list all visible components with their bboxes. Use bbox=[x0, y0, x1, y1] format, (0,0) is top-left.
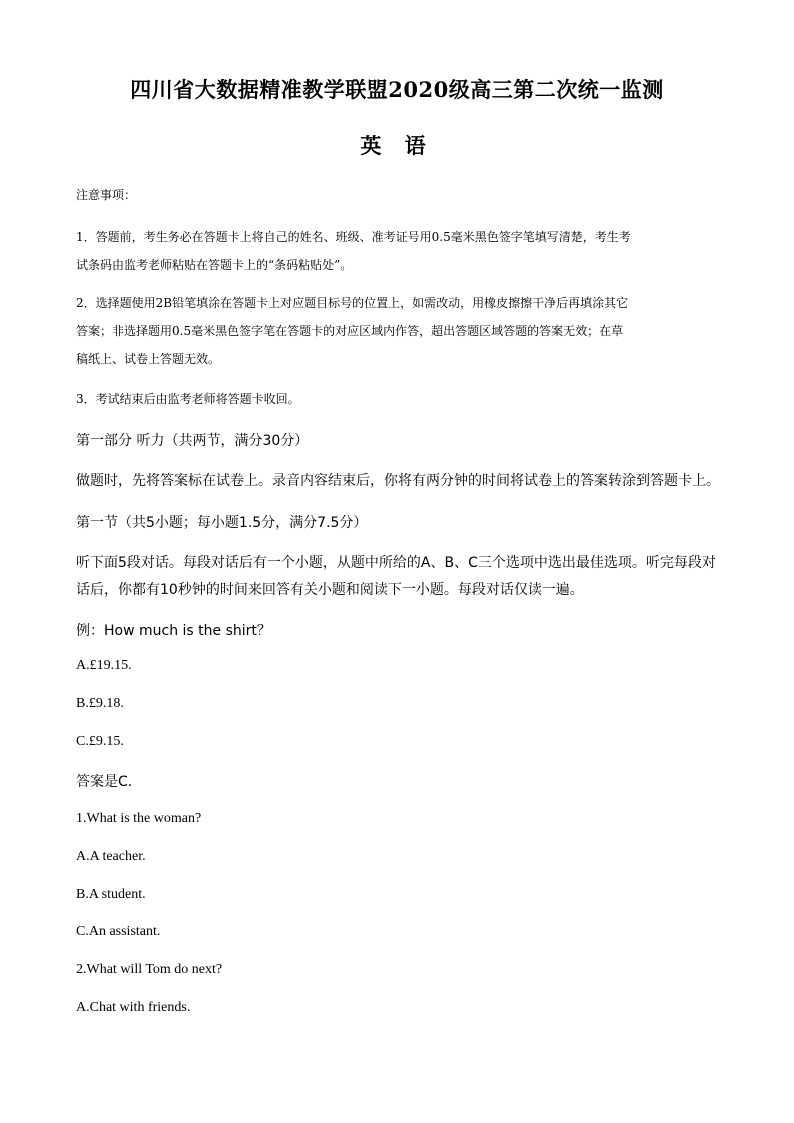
example-option-c: C.£9.15. bbox=[76, 734, 124, 749]
notice-2-line-3: 稿纸上、试卷上答题无效。 bbox=[76, 352, 221, 366]
notice-1-line-1: 1．答题前，考生务必在答题卡上将自己的姓名、班级、准考证号用0.5毫米黑色签字笔填写清楚，考生考 bbox=[76, 230, 631, 244]
notice-2-line-2: 答案；非选择题用0.5毫米黑色签字笔在答题卡的对应区域内作答，超出答题区域答题的答案无效；在草 bbox=[76, 324, 624, 338]
question-1-option-c: C.An assistant. bbox=[76, 924, 161, 939]
example-option-b: B.£9.18. bbox=[76, 696, 124, 711]
notice-1-line-2: 试条码由监考老师粘贴在答题卡上的“条码粘贴处”。 bbox=[76, 258, 353, 272]
section-1-heading: 第一节（共5小题；每小题1.5分，满分7.5分） bbox=[76, 515, 368, 531]
example-answer: 答案是C. bbox=[76, 774, 133, 790]
question-2: 2.What will Tom do next? bbox=[76, 962, 223, 977]
question-1-option-a: A.A teacher. bbox=[76, 849, 146, 864]
notice-2-line-1: 2．选择题使用2B铅笔填涂在答题卡上对应题目标号的位置上，如需改动，用橡皮擦擦干净后再填涂其它 bbox=[76, 296, 629, 310]
question-2-option-a: A.Chat with friends. bbox=[76, 1000, 191, 1015]
section-1-instruction-line-2: 话后，你都有10秒钟的时间来回答有关小题和阅读下一小题。每段对话仅读一遍。 bbox=[76, 582, 584, 598]
question-1-option-b: B.A student. bbox=[76, 887, 146, 902]
example-option-a: A.£19.15. bbox=[76, 658, 132, 673]
question-1: 1.What is the woman? bbox=[76, 811, 202, 826]
document-title: 四川省大数据精准教学联盟2020级高三第二次统一监测 bbox=[130, 77, 664, 102]
part-1-instruction: 做题时，先将答案标在试卷上。录音内容结束后，你将有两分钟的时间将试卷上的答案转涂到答题卡上。 bbox=[76, 473, 720, 489]
subject-title: 英 语 bbox=[360, 133, 434, 158]
part-1-heading: 第一部分 听力（共两节，满分30分） bbox=[76, 433, 309, 449]
example-question: 例：How much is the shirt？ bbox=[76, 623, 271, 639]
notice-heading: 注意事项： bbox=[76, 188, 137, 202]
section-1-instruction-line-1: 听下面5段对话。每段对话后有一个小题，从题中所给的A、B、C三个选项中选出最佳选项。听完每段对 bbox=[76, 555, 716, 571]
notice-3: 3．考试结束后由监考老师将答题卡收回。 bbox=[76, 392, 300, 406]
